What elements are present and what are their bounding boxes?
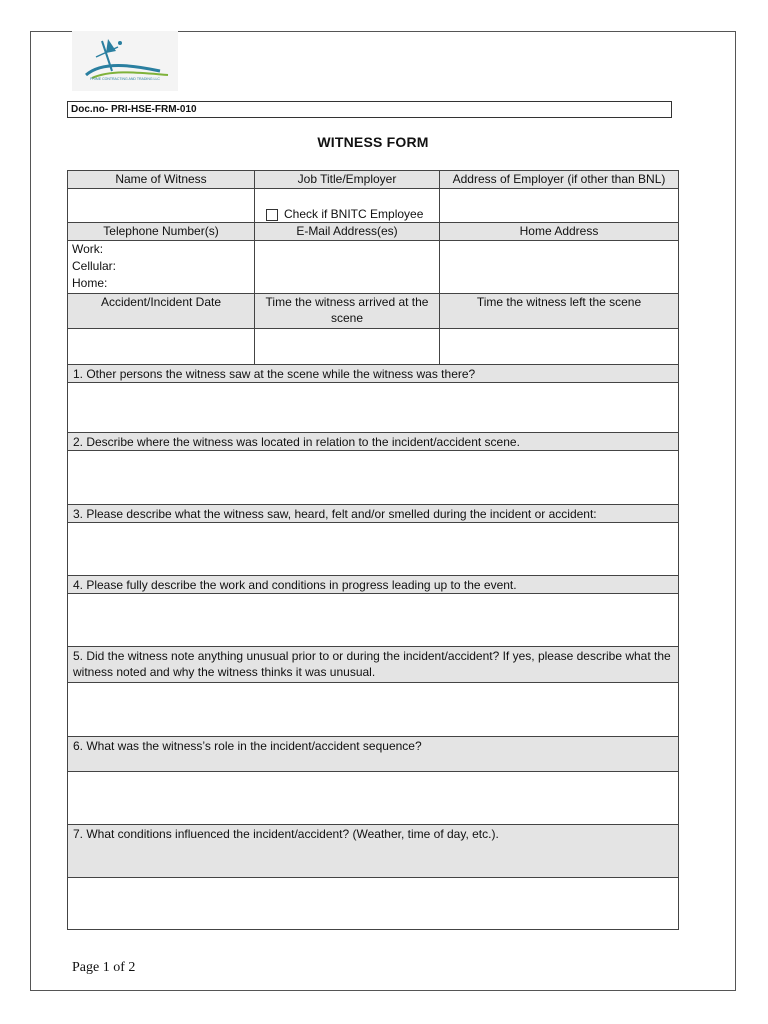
logo-graphic [72,31,178,91]
home-address-field[interactable] [439,241,678,293]
logo-caption: PRIME CONTRACTING AND TRADING LLC [90,77,160,81]
answer-4-row [67,594,679,647]
answer-6-field[interactable] [68,772,678,824]
document-number: Doc.no- PRI-HSE-FRM-010 [67,101,672,118]
header-name-of-witness: Name of Witness [68,171,254,188]
form-title: WITNESS FORM [317,134,429,150]
time-left-field[interactable] [439,329,678,364]
header-employer-address: Address of Employer (if other than BNL) [439,171,678,188]
contact-header-row [67,223,679,241]
incident-date-field[interactable] [68,329,254,364]
header-time-arrived: Time the witness arrived at the scene [254,294,439,328]
answer-3-field[interactable] [68,523,678,575]
phone-home-label: Home: [72,276,108,290]
company-logo [72,31,178,91]
bnitc-employee-checkbox[interactable] [266,209,278,221]
question-4-label: 4. Please fully describe the work and conditions in progress leading up to the event. [68,576,678,593]
time-arrived-field[interactable] [254,329,439,364]
question-2-row [67,433,679,451]
bnitc-employee-label: Check if BNITC Employee [284,207,424,221]
answer-7-row [67,878,679,930]
header-email-addresses: E-Mail Address(es) [254,223,439,240]
question-1-row [67,365,679,383]
timing-info-row [67,329,679,365]
header-incident-date: Accident/Incident Date [68,294,254,328]
page-number: Page 1 of 2 [72,960,136,975]
answer-5-field[interactable] [68,683,678,736]
header-telephone-numbers: Telephone Number(s) [68,223,254,240]
header-time-left: Time the witness left the scene [439,294,678,328]
answer-2-row [67,451,679,505]
witness-form-table [67,170,679,930]
question-6-label: 6. What was the witness’s role in the incident/accident sequence? [68,737,678,771]
phone-cellular-label: Cellular: [72,259,117,273]
question-7-label: 7. What conditions influenced the incident/accident? (Weather, time of day, etc.). [68,825,678,877]
employer-address-field[interactable] [439,189,678,222]
answer-6-row [67,772,679,825]
question-2-label: 2. Describe where the witness was located in relation to the incident/accident scene. [68,433,678,450]
header-home-address: Home Address [439,223,678,240]
answer-1-field[interactable] [68,383,678,432]
question-6-row [67,737,679,772]
answer-5-row [67,683,679,737]
email-field[interactable] [254,241,439,293]
timing-header-row [67,294,679,329]
question-5-row [67,647,679,683]
name-of-witness-field[interactable] [68,189,254,222]
witness-info-row [67,189,679,223]
telephone-field[interactable] [68,241,254,293]
contact-info-row [67,241,679,294]
question-3-row [67,505,679,523]
answer-1-row [67,383,679,433]
question-4-row [67,576,679,594]
question-7-row [67,825,679,878]
table-header-row [67,170,679,189]
answer-3-row [67,523,679,576]
answer-2-field[interactable] [68,451,678,504]
job-title-field[interactable] [254,189,439,222]
answer-7-field[interactable] [68,878,678,929]
question-5-label: 5. Did the witness note anything unusual prior to or during the incident/accident? If yes, please describe what the witness noted and why the witness thinks it was unusual. [68,647,678,682]
phone-work-label: Work: [72,242,104,256]
question-3-label: 3. Please describe what the witness saw, heard, felt and/or smelled during the incident or accident: [68,505,678,522]
question-1-label: 1. Other persons the witness saw at the scene while the witness was there? [68,365,678,382]
header-job-title-employer: Job Title/Employer [254,171,439,188]
answer-4-field[interactable] [68,594,678,646]
